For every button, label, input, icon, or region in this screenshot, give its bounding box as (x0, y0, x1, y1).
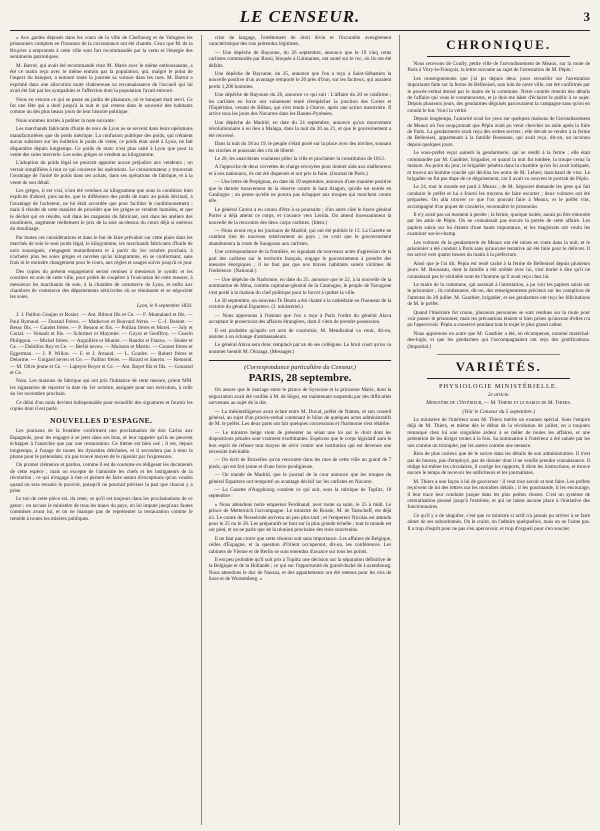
article-byline: Ministère de l'Intérieur, — M. Thiers et le baron de M. Thiers. (426, 400, 572, 407)
paragraph: Il ne faut pas croire que cette réunion soit sans importance. Les affaires de Belgique, celles d'Espagne, et la question d'Orient occuperont, dit-on, les conférences. Les cabinets de Vienne et de Berlin se sont entendus d'avance sur tous les points. (208, 535, 392, 555)
paragraph: — Le ministre belge vient de présenter au sénat une loi sur le droit dont les dispositions pénales sont vraiment exorbitantes. Espérons que le corps législatif aura le bon esprit de refuser tout moyen de sévir contre une institution qui est devenue une nécessité inévitable. (208, 429, 392, 455)
article-title: PHYSIOLOGIE MINISTÉRIELLE. (438, 383, 559, 391)
paragraph: Des copies du présent engagement seront remises à messieurs le syndic et les courtiers en soie de cette ville, pour prière de coopérer à l'exécution de cette mesure, à messieurs les marchands de soie, à la chambre de commerce de Lyon, et enfin aux chambres de commerce des départements séricicoles où se réunissent et se négocient les soies. (10, 268, 193, 301)
signatories-list: J. J. Paillon Goujon et Rosier. — Ant. Ribout fils et Ce. — F. Montaland et fils. — Paul Rymaud. — Durand Frères. — Mathevon et Bouvard frères. — C.-J. Bonnet. — Bessy fils. — Gaudet frères. — P. Besson et fils. — Pollian frères et Morel. — Joly et Curial. — Venault et fils. — Schirmer et Maymier. — Guyot et Geoffroy. — Guerin Philippon. — Michel frères. — Arguillère et Munier. — Baudot et Fatava. — Sinder et Ce. — Dubilliot Roy et Ce. — Berlié neveu. — Moisson et Martin. — Gonnet frères et Eggerman. — J. P. Willon. — F. et J. Arnaud. — L. Coudre. — Robert frères et Delorme. — Guigard neveu et Ce. — Paillon frères. — Ricard et Sauvin. — Remond. — M. Olive jeune et Ce. — Lapeyre Boyer et Ce. — Ant. Bayet fils et fils. — Gourand et Ce. (10, 312, 193, 376)
paragraph: Le général Alava sera donc remplacé par un de ses collègues. Le bruit court qu'on va nommer bientôt M. Olozaga. (Messager.) (208, 342, 392, 355)
paragraph: Par toutes ces considérations et dans le but de faire prévaloir sur cette place dans les marchés de soie le seul poids légal, le kilogramme, les marchands fabricants d'huile de noix soussignés, s'engagent mutuellement et à partir du 1er octobre prochain, à n'acheter plus les soies grèges et ouvrées qu'au kilogramme, en se conformant, sans frais ni le moindre changement pour le cours, aux règles et usages suivis jusqu'à ce jour. (10, 234, 193, 267)
paragraph: Une dépêche de Bayonne du 26, annonce ce qui suit : L'affaire du 20 se confirme ; les carlistes en force ont vainement tenté d'empêcher la jonction des Cortes et l'Espéridon, venant de Bilbao, qui s'est rendu à Ororce, après une action meurtrière. Il arrive tous les jours des Navarres dans les Hautes-Pyrénées. (208, 92, 392, 118)
paragraph: Le général Carera a eu connu d'être à sa poursuite ; d'un autre côté le brave général Porter a déjà atteint ce corps, et s'avance vers Lérida. On attend incessamment la nouvelle de la rencontre des deux corps carlistes. (Idem.) (208, 206, 392, 226)
paragraph: Les marchands fabricants d'huile de noix de Lyon ne se servent dans leurs opérations manufacturières que du poids métrique. La confusion publique des poids, qui n'étaient aucun subsister sur les bulletins le poids de vente, ce poids était usité à Lyon, ne fait disparaître depuis longtemps. Ce poids de marc n'est plus usité à Lyon que pour la vente des soies mercerie. Les soies grèges se vendent au kilogramme. (10, 126, 193, 158)
article-reference: (Voir le Censeur du 5 septembre.) (462, 409, 535, 416)
paragraph: — On écrit de Bruxelles qu'on rencontre dans les rues de cette ville un grand de 7 pieds, qui est fort jeune et d'une force prodigieuse. (208, 457, 392, 470)
paragraph: Les journaux de la frontière confirment une proclamation de don Carlos aux Espagnols, pour les engager à se jeter dans ses bras, et leur rappeler qu'ils ne peuvent échapper à l'anarchie que par une restauration. Ce thème est bien usé ; il est, depuis longtemps, à l'usage de toutes les dynasties détrônées, et il secondera pas à tenu la plume pour le prétendant, n'a pas trouvé moyen de le rajeunir par l'expression. (10, 428, 193, 460)
paragraph: Rien de plus curieux que de le suivre dans les détails de son administration. Il n'est pas de bureau, pas d'employé, pas de dossier dont il ne veuille prendre connaissance. Il rédige lui-même les circulaires, il corrige les rapports, il dicte les instructions, et trouve encore le temps de recevoir les solliciteurs et les journalistes. (407, 451, 591, 477)
signature-date: Lyon, le 9 septembre 1833. (136, 302, 193, 309)
varietes-title: VARIÉTÉS. (455, 359, 542, 375)
paragraph: Nous apprenons en outre que M. Gauthier a été, en récompense, nommé maréchal-des-logis, et que les gendarmes qui l'accompagnaient ont reçu des gratifications. (Impartial.) (407, 330, 591, 350)
column-left (10, 35, 193, 825)
paragraph: Le ton de cette pièce est, du reste, ce qu'il est toujours dans les proclamations de ce genre ; on accuse le ministère de tous les maux du pays, on lui impute jusqu'aux fautes commises avant lui, et on ne manque pas de représenter la restauration comme le remède à toutes les misères publiques. (10, 496, 193, 522)
paragraph: Depuis longtemps, l'autorité avait les yeux sur quelques maisons de l'arrondissement de Meaux où l'on soupçonnait que Pépin avait pu venir chercher un asile après la fuite de Paris. La gendarmerie avait reçu des ordres secrets ; elle devait se rendre à la ferme de Belleoisel, appartenant à la famille Rousseau, qui avait reçu, dit-on, un inconnu depuis quelques jours. (407, 116, 591, 148)
paragraph: Le maire de la commune, qui assistait à l'arrestation, a pu voir les papiers saisis sur le prisonnier ; ils contiennent, dit-on, des renseignements précieux sur les complices de l'attentat du 28 juillet. M. Gauthier, brigadier, et ses gendarmes ont reçu les félicitations de M. le préfet. (407, 282, 591, 308)
paragraph: Le 20 septembre, un nouveau Te Deum a été chanté à la cathédrale en l'honneur de la victoire du général Espartero. (J. ministériel.) (208, 298, 392, 311)
paragraph: Dans la nuit du 18 au 19, le peuple s'était porté sur la place avec des torches, sonnant les cloches et poussant des cris de liberté. (208, 141, 392, 154)
paragraph: Le 20, les anarchistes voulaient piller la ville et proclamer la constitution de 1812. (214, 155, 386, 162)
paragraph: L'adoption du poids légal ne pourrait apporter aucun préjudice aux vendeurs ; on verrait simplifiées à tout ce qui concerne les opérations. Le consommateur y trouverait l'avantage de l'unité de poids dans ses achats, dans ses opérations de fabrique, et à la vente de son détail. (10, 160, 193, 186)
paragraph: Une dépêche de Madrid, en date du 24 septembre, annonce qu'un mouvement révolutionnaire a eu lieu à Malaga, dans la nuit du 20 au 21, et que le gouvernement a été renversé. (208, 119, 392, 139)
paragraph: A l'approche de deux corvettes de charge envoyées pour donner aide aux malheureux et à nos nationaux, ils ont été dispersés et ont pris la fuite. (Journal de Paris.) (208, 164, 392, 177)
paragraph: « Nous attendons notre empereur Ferdinand, avec toute sa suite, le 25 à midi. Le prince de Metternich l'accompagne. Le ministre de Russie, M. de Tatischeff, est déjà ici. Le comte de Nesselrode arrivera un peu plus tard ; et l'empereur Nicolas est attendu pour le 25 ou le 26. Les préparatifs se font sur la plus grande échelle ; tout le monde est sur pied, et on ne parle que de la réunion prochaine des trois souverains. (208, 501, 392, 534)
paragraph: — La mésintelligence avait éclaté entre M. Duval, préfet de Nantes, et son conseil général, au sujet d'un procès-verbal contenant le bilan de quelques actes administratifs de M. le préfet. Les deux parts ont fait quelques concessions et l'harmonie s'est rétablie. (208, 408, 392, 428)
columns (10, 35, 590, 825)
title-rule (427, 56, 570, 57)
article-part: 2e article. (487, 392, 510, 399)
paragraph: M. Barrot, qui avait été recommandé chez M. Marie avec le même enthousiasme, a été ce matin reçu avec le même entrain par la population, qui, malgré le point de l'aspect du banquet, a entouré toute la journée sa voiture dans les rues. M. Barrot a exprimé dans une allocution toute chaleureuse sa reconnaissance de l'accueil qui lui avait été fait par les sympathies et l'affection dont la population l'avait entouré. (10, 62, 193, 95)
paragraph: Nous sommes invités à publier la note suivante : (16, 117, 117, 124)
paris-dateline: PARIS, 28 septembre. (248, 372, 352, 385)
chronique-title: CHRONIQUE. (446, 37, 552, 52)
paragraph: M. Thiers a une façon à lui de gouverner : il veut tout savoir et tout faire. Les préfets reçoivent de lui des lettres sur les moindres détails ; il les gourmande, il les encourage, il leur trace leur conduite jusque dans les plus petites choses. C'est un système de centralisation poussé jusqu'à l'extrême, et qui ne laisse aucune place à l'initiative des fonctionnaires. (407, 478, 591, 511)
newspaper-title: LE CENSEUR. (239, 7, 361, 26)
column-middle (201, 35, 392, 825)
paragraph: Les grèges, il est vrai, n'ont été vendues au kilogramme que sous la condition bien explicite d'abord, puis tacite, que le différence des poids de marc au poids décimal, à l'avantage de l'acheteur, ne lui était accordée que pour faciliter le conditionnement ; mais il résulte de cette manière de procéder que les grèges se vendent humides, et que le déchet qui en résulte, soit dans les magasins du fabricant, soit dans les ateliers des mouliniers, augmente réellement le prix de la soie au-dessus du cours déjà si onéreux du moulinage. (10, 187, 193, 233)
paragraph: — On mande de Madrid, que le journal de la cour annonce que les troupes du général Espartero ont remporté un avantage décisif sur les carlistes en Navarre. (208, 472, 392, 485)
section-heading: NOUVELLES D'ESPAGNE. (50, 416, 153, 426)
paragraph: « Aux gardes déposés dans les cours de la ville de Cherbourg et de Valognes les prisonniers complets en l'honneur de la circonstance ont été chantés. Ceux que M. de la Bruyère a empruntés à cette ville sont fort recommandés par la vertu et l'énergie des sentiments patriotiques. (10, 35, 193, 61)
paragraph: Ce délai d'un mois devient indispensable pour recueillir des signatures et fournir les copies dont il est parlé. (10, 399, 193, 412)
paragraph: — Une dépêche de Narbonne, en date du 25, annonce que le 22, à la nouvelle de la nomination de Mina, comme capitaine-général de la Catalogne, le peuple de Tarragone s'est porté à la maison du chef politique pour le forcer à quitter la ville. (208, 276, 392, 296)
title-rule (427, 378, 570, 379)
paragraph: Le sous-préfet reçut samedi la gendarmerie, qui se rendit à la ferme ; elle était commandée par M. Gauthier, brigadier, et quand la nuit fut tombée, la troupe cerna la maison. Au point du jour, le brigadier pénétra dans la chambre qu'on lui avait indiquée, et trouva un homme couché qui déclina les noms de M. Lehrer, marchand de vins. Le brigadier ne fut pas dupe de ce déguisement, car il avait vu souvent le portrait de Pépin. (407, 150, 591, 182)
paragraph: Une correspondance de la frontière, en signalant de nouveaux actes d'agression de la part des carlistes sur le territoire français, engage le gouvernement à prendre des mesures énergiques ; il ne faut pas que nos braves habitants soient victimes de l'indolence. (National.) (208, 249, 392, 275)
paragraph: Il est peu probable qu'il soit pris à Toplitz une décision sur la séparation définitive de la Belgique et de la Hollande ; ce qui sur l'opportunité du grand-duché de Luxembourg. Nous attendons le duc de Nassau, et des appartements ont été retenus pour les rois de Saxe et de Wurtemberg. » (208, 557, 392, 583)
section-divider (437, 354, 560, 355)
page-number: 3 (583, 9, 590, 24)
paragraph: Nous recevons de Coully, petite ville de l'arrondissement de Meaux, sur la route de Paris à Vitry-le-François, la lettre suivante au sujet de l'arrestation de M. Pépin : (407, 61, 591, 74)
paragraph: — La Gazette d'Augsbourg contient ce qui suit, sous la rubrique de Toplitz, 18 septembre : (208, 486, 392, 500)
paragraph: crise de langage, l'entêtement de droit divin et l'incurable aveuglement caractéristique des rois prétendus légitimes. (208, 35, 392, 48)
column-right (399, 35, 590, 825)
paragraph: Ainsi que je l'ai dit, Pépin est resté caché à la ferme de Belleoisel depuis plusieurs jours. M. Rousseau, dont la famille a été arrêtée avec lui, s'est borné à dire qu'il ne connaissait pas le véritable nom de l'homme qu'il avait reçu chez lui. (407, 260, 591, 280)
paragraph: Les voitures de la gendarmerie de Meaux ont été mises en route dans la nuit, et le prisonnier a été conduit à Paris sans qu'aucune tentative ait été faite pour le délivrer. Il est arrivé vers quatre heures du matin à la préfecture. (407, 239, 591, 259)
paragraph: Le ministère de l'intérieur sous M. Thiers mérite un examen spécial. Sous l'empire déjà de M. Thiers, et même dès le début de la révolution de juillet, on a toujours remarqué chez lui une singulière ardeur à se mêler de toutes les affaires, et une prétention de les diriger toutes à la fois. Sa nomination à l'intérieur a été saluée par les uns comme un triomphe, par les autres comme une menace. (407, 417, 591, 449)
paragraph: Une dépêche de Bayonne, du 25, annonce que l'on a reçu à Saint-Sébastien la nouvelle positive d'un avantage remporté le 20 près d'Irun, sur les factieux, qui auraient perdu 1,200 hommes. (208, 71, 392, 90)
correspondence-heading: (Correspondance particulière du Censeur.) (209, 360, 392, 371)
paragraph: Nota. Les maisons de fabrique qui ont pris l'initiative de cette mesure, prient MM. les signataires de reporter la date du 1er octobre, assignée pour son exécution, à celle du 1er novembre prochain. (10, 378, 193, 398)
paragraph: Les renseignements que j'ai pu depuis deux jours recueillir sur l'arrestation importante faite sur la ferme de Belleoisel, non loin de notre ville, ont été confirmés par le procès-verbal dressé par le maire de la commune. Notre contrée retentit des détails de l'affaire qui vous le commencerez, et je dois me hâter d'éclairer le public à ce sujet. Depuis plusieurs jours, des gendarmes déguisés parcouraient la campagne sans qu'on en connût le but. Voici la vérité. (407, 75, 591, 114)
paragraph: — Nous avons reçu les journaux de Madrid, qui ont été publiés le 13. La Gazette ne contient rien de nouveau relativement au pays ; on croit que le gouvernement abandonnera la route de Saragosse aux carlistes. (208, 227, 392, 247)
paragraph: Il n'y avait pas un moment à perdre ; la ferme, quoique isolée, aurait pu être entourée par les amis de Pépin. On ne connaissait pas encore la portée de cette affaire. Les papiers saisis sur lui étaient d'une haute importance, et les magistrats ont voulu les examiner sur-le-champ. (407, 211, 591, 238)
paragraph: Ce qu'il y a de singulier, c'est que ce ministre si actif n'a jamais pu arriver à se faire aimer de ses subordonnés. On le craint, on l'admire quelquefois, mais on ne l'aime pas. Il a trop d'esprit pour ne pas s'en apercevoir, et trop d'orgueil pour s'en soucier. (407, 512, 591, 532)
paragraph: — Nous apprenons à l'instant que l'on a reçu à Paris l'ordre du général Alava acceptant le protectorat des affaires étrangères, dont il vient de prendre possession. (208, 312, 392, 326)
paragraph: Il est probable qu'après cet acte de courtoisie, M. Mendizabal va venir, dit-on, assister à un échange d'ambassadeurs. (208, 327, 392, 341)
paragraph: — Une lettre de Perpignan, en date du 19 septembre, annonce d'une manière positive que le dernier mouvement de la réserve contre le haut Aragon, qu'elle est entrée en Catalogne ; on pense qu'elle ne pourra pas échapper aux troupes qui marchent contre elle. (208, 179, 392, 205)
paragraph: Le 24, tout le monde est parti à Meaux ; de M. Ségouret demande les gens qui fait conduire le préfet et lui a fourni les moyens de faire escorter ; deux voitures ont été préparées. On alla trouver ce que l'on pouvait faire à Meaux, et le préfet vint, accompagné d'un piquet de cavalerie, reconnaître le prisonnier. (407, 184, 591, 210)
paragraph: On assure que le mariage entre le prince de Syracuse et la princesse Marie, dont la négociation avait été confiée à M. de Ségur, est maintenant suspendu par des difficultés survenues au sujet de la dot. (208, 387, 392, 407)
masthead (10, 6, 590, 31)
paragraph: Nous en venons ce qui se passe au jardin de plaisance, où le banquet était servi. Ce fut une fête qui a duré jusqu'à la nuit et qui restera dans le souvenir des habitants comme un des plus beaux jours de leur histoire politique. (10, 96, 193, 116)
paragraph: Quand l'itinéraire fut connu, plusieurs personnes se sont rendues sur la route pour voir passer le prisonnier, mais les précautions étaient si bien prises qu'aucune d'elles n'a pu l'apercevoir. Pépin a conservé pendant tout le trajet le plus grand calme. (407, 309, 591, 329)
paragraph: On promet clémence et pardon, comme il est de coutume en rédigeant les documents de cette espèce ; mais on excepte de l'amnistie les chefs et les instigateurs de la révolution ; ce qui n'engage à rien et permet de faire autant d'exceptions qu'on voudra quand on sera ressaisi le pouvoir, puisqu'il ne pourrait préciser la part que chacun y a prise. (10, 462, 193, 494)
paragraph: — Une dépêche de Bayonne, du 26 septembre, annonce que le 19 cinq cents carlistes commandés par Rossi, bloqués à Guimaraes, ont sauté sur le roc, où ils ont été défaits. (208, 49, 392, 69)
